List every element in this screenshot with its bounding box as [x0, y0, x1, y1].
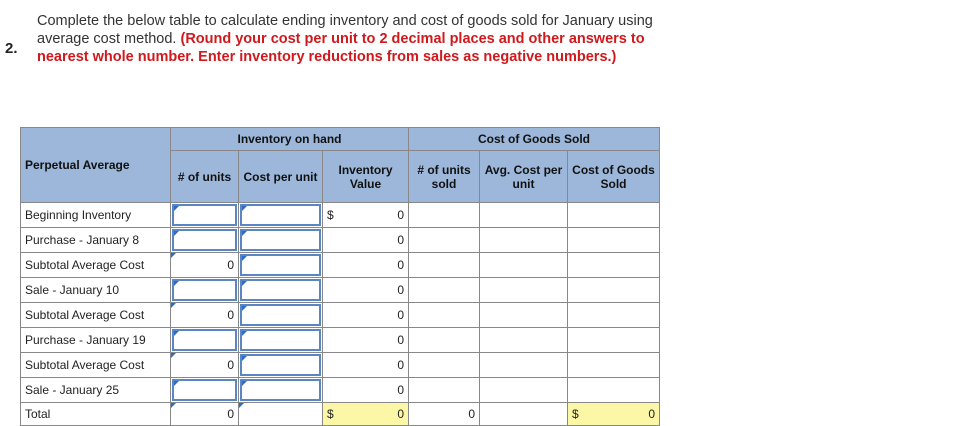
units-sold-cell	[409, 228, 480, 253]
question-text: Complete the below table to calculate ending inventory and cost of goods sold for January using average cost method.	[37, 13, 653, 47]
units-input[interactable]	[171, 203, 239, 228]
total-units-sold: 0	[409, 403, 480, 426]
header-inventory-on-hand: Inventory on hand	[171, 128, 409, 151]
table-row	[21, 303, 660, 328]
total-cogs-dollar: $	[572, 407, 579, 421]
avg-cost-cell	[480, 278, 568, 303]
inventory-value-cell	[323, 203, 409, 228]
row-label: Beginning Inventory	[21, 203, 171, 228]
inventory-value-cell	[323, 328, 409, 353]
avg-cost-cell	[480, 378, 568, 403]
table-row	[21, 278, 660, 303]
inventory-value-cell	[323, 353, 409, 378]
units-sold-cell	[409, 353, 480, 378]
cost-per-unit-input[interactable]	[239, 328, 323, 353]
row-label: Purchase - January 19	[21, 328, 171, 353]
inventory-value-cell	[323, 253, 409, 278]
inventory-value: 0	[397, 208, 404, 222]
cogs-cell	[568, 203, 660, 228]
units-sold-cell	[409, 328, 480, 353]
units-value: 0	[171, 253, 239, 278]
cost-per-unit-input[interactable]	[239, 353, 323, 378]
cogs-cell	[568, 228, 660, 253]
total-row	[21, 403, 660, 426]
cost-per-unit-input[interactable]	[239, 228, 323, 253]
avg-cost-cell	[480, 203, 568, 228]
table-row	[21, 353, 660, 378]
units-sold-cell	[409, 378, 480, 403]
units-sold-cell	[409, 303, 480, 328]
row-label: Subtotal Average Cost	[21, 303, 171, 328]
inventory-value: 0	[397, 308, 404, 322]
total-cogs	[568, 403, 660, 426]
row-label: Sale - January 25	[21, 378, 171, 403]
header-cost-per-unit: Cost per unit	[239, 151, 323, 203]
total-avg-cost-cell	[480, 403, 568, 426]
units-sold-cell	[409, 278, 480, 303]
header-avg-cost: Avg. Cost per unit	[480, 151, 568, 203]
header-perpetual-average: Perpetual Average	[21, 128, 171, 203]
header-units-sold: # of units sold	[409, 151, 480, 203]
inventory-value-cell	[323, 378, 409, 403]
inventory-value: 0	[397, 258, 404, 272]
avg-cost-cell	[480, 253, 568, 278]
row-label: Sale - January 10	[21, 278, 171, 303]
units-sold-cell	[409, 203, 480, 228]
avg-cost-cell	[480, 228, 568, 253]
header-cogs: Cost of Goods Sold	[568, 151, 660, 203]
avg-cost-cell	[480, 328, 568, 353]
units-value: 0	[171, 353, 239, 378]
total-label: Total	[21, 403, 171, 426]
units-value: 0	[171, 303, 239, 328]
total-cost-per-unit-cell	[239, 403, 323, 426]
inventory-value-cell	[323, 278, 409, 303]
inventory-table	[20, 127, 660, 426]
table-row	[21, 228, 660, 253]
table-row	[21, 203, 660, 228]
table-row	[21, 328, 660, 353]
row-label: Purchase - January 8	[21, 228, 171, 253]
row-label: Subtotal Average Cost	[21, 253, 171, 278]
cogs-cell	[568, 303, 660, 328]
cogs-cell	[568, 328, 660, 353]
inventory-value: 0	[397, 233, 404, 247]
units-sold-cell	[409, 253, 480, 278]
inventory-value-cell	[323, 228, 409, 253]
cogs-cell	[568, 353, 660, 378]
cost-per-unit-input[interactable]	[239, 278, 323, 303]
units-input[interactable]	[171, 278, 239, 303]
cogs-cell	[568, 278, 660, 303]
inventory-value: 0	[397, 333, 404, 347]
row-label: Subtotal Average Cost	[21, 353, 171, 378]
table-row	[21, 378, 660, 403]
cost-per-unit-input[interactable]	[239, 378, 323, 403]
inventory-value: 0	[397, 383, 404, 397]
total-inventory-value	[323, 403, 409, 426]
inventory-value-cell	[323, 303, 409, 328]
cost-per-unit-input[interactable]	[239, 203, 323, 228]
units-input[interactable]	[171, 328, 239, 353]
total-inv-value: 0	[397, 407, 404, 421]
total-cogs-value: 0	[648, 407, 655, 421]
inventory-value: 0	[397, 358, 404, 372]
cost-per-unit-input[interactable]	[239, 253, 323, 278]
header-units: # of units	[171, 151, 239, 203]
header-inventory-value: Inventory Value	[323, 151, 409, 203]
header-cost-of-goods-sold: Cost of Goods Sold	[409, 128, 660, 151]
avg-cost-cell	[480, 303, 568, 328]
dollar-sign: $	[327, 208, 334, 222]
inventory-value: 0	[397, 283, 404, 297]
cogs-cell	[568, 378, 660, 403]
question-rounding-note: (Round your cost per unit to 2 decimal places and other answers to nearest whole number. Enter inventory reductions from sales as negative numbers.)	[37, 31, 645, 65]
table-body	[21, 203, 660, 403]
units-input[interactable]	[171, 378, 239, 403]
units-input[interactable]	[171, 228, 239, 253]
cogs-cell	[568, 253, 660, 278]
total-inv-dollar: $	[327, 407, 334, 421]
table-row	[21, 253, 660, 278]
avg-cost-cell	[480, 353, 568, 378]
total-units: 0	[171, 403, 239, 426]
question-instructions	[37, 12, 657, 66]
question-number: 2.	[5, 40, 18, 57]
cost-per-unit-input[interactable]	[239, 303, 323, 328]
